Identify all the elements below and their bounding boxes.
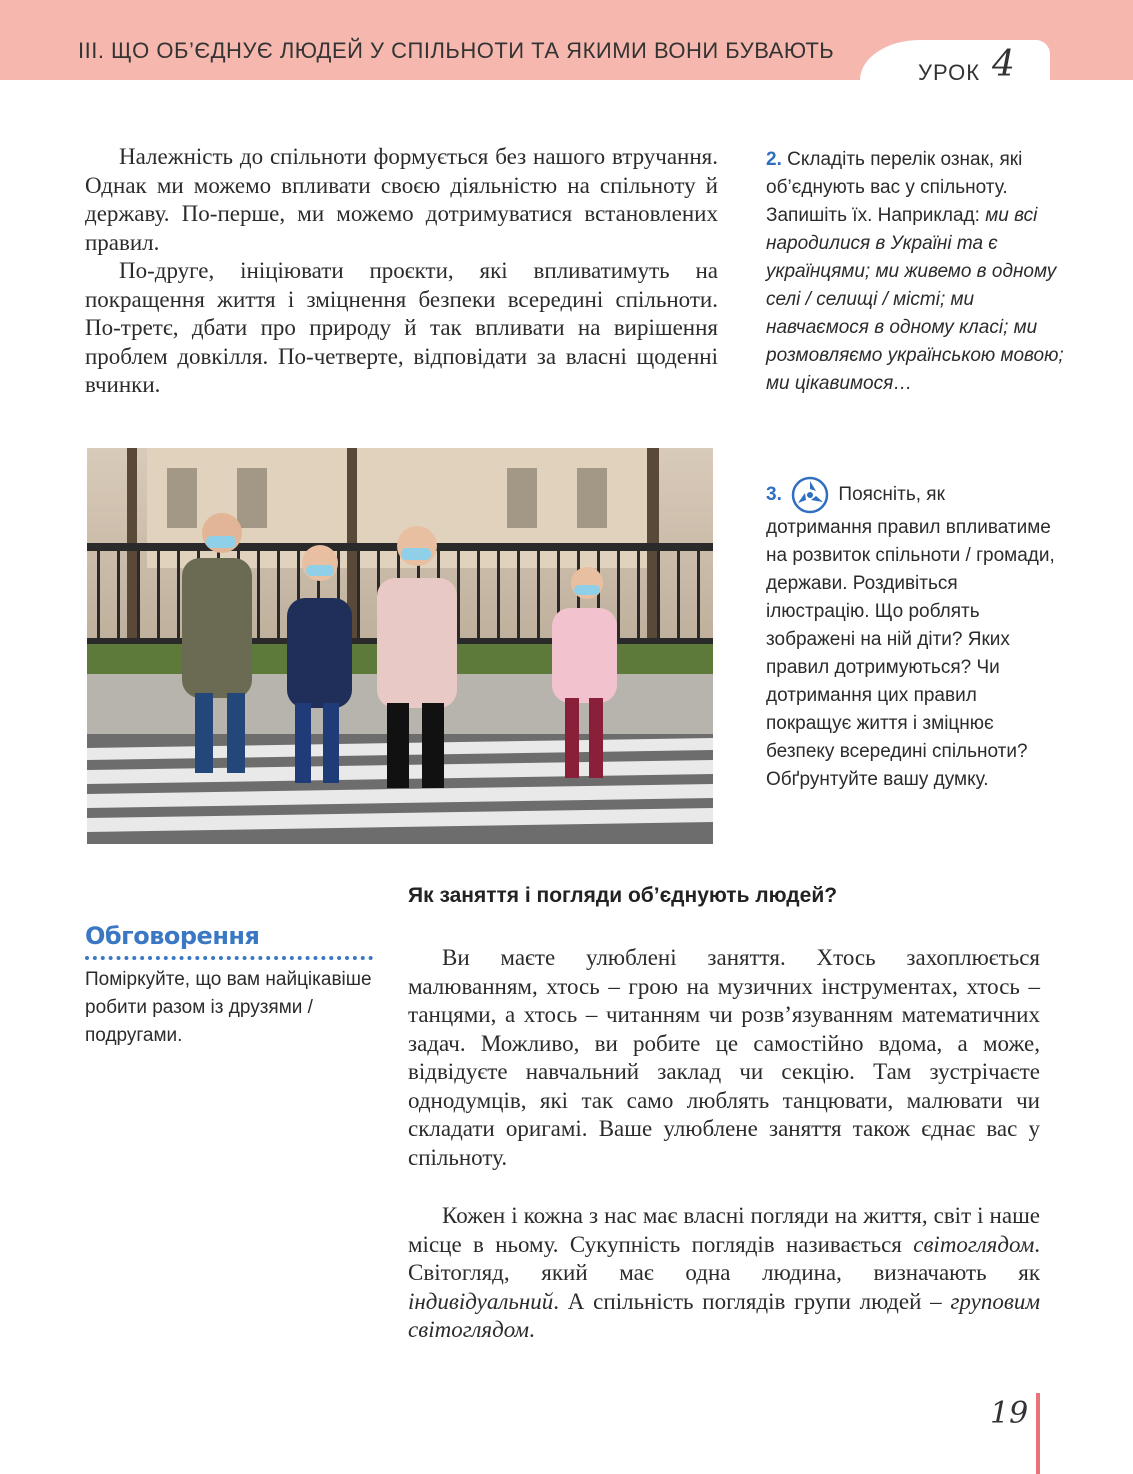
task-2-number: 2. — [766, 149, 782, 170]
thinking-cycle-icon — [789, 476, 831, 514]
discussion-divider — [85, 956, 373, 960]
section-heading: Як заняття і погляди об’єднують людей? — [408, 884, 838, 907]
lesson-label: УРОК — [918, 60, 981, 85]
page-marker-bar — [1036, 1393, 1040, 1474]
discussion-text: Поміркуйте, що вам найцікавіше робити разом із друзями / подругами. — [85, 969, 372, 1046]
task-3-text: Поясніть, як дотримання правил впливатиме на розвиток спільноти / громади, держави. Роздивіться ілюстрацію. Що роблять зображені на ній діти? Яких правил дотримуються? Чи дотримання цих правил покращує життя і зміцнює безпеку всередині спільноти? Обґрунтуйте вашу думку. — [766, 484, 1055, 790]
lesson-number: 4 — [992, 44, 1015, 85]
section-paragraph-1: Ви маєте улюблені заняття. Хтось захоплюється малюванням, хтось – грою на музичних інструментах, хтось – танцями, а хтось – читанням чи розв’язуванням математичних задач. Можливо, ви робите це самостійно вдома, а може, відвідуєте навчальний заклад чи секцію. Там зустрічаєте однодумців, які так само люблять танцювати, малювати чи складати оригамі. Ваше улюблене заняття також єднає вас у спільноту. — [408, 945, 1040, 1170]
task-3 — [766, 476, 1056, 794]
children-crossing-photo — [87, 448, 713, 844]
main-paragraph-2: По-друге, ініціювати проєкти, які впливатимуть на покращення життя і зміцнення безпеки всередині спільноти. По-третє, дбати про природу й так впливати на вирішення проблем довкілля. По-четверте, відповідати за власні щоденні вчинки. — [85, 258, 718, 397]
page-number: 19 — [990, 1396, 1029, 1431]
task-2 — [766, 146, 1066, 398]
task-3-number: 3. — [766, 484, 782, 506]
task-2-text: Складіть перелік ознак, які об’єднують вас у спільноту. Запишіть їх. Наприклад: — [766, 149, 1023, 226]
term-worldview: світоглядом — [913, 1231, 1035, 1257]
main-paragraph-1: Належність до спільноти формується без нашого втручання. Однак ми можемо впливати своєю діяльністю на спільноту й державу. По-перше, ми можемо дотримуватися встановлених правил. — [85, 144, 718, 255]
term-individual: індивідуальний — [408, 1288, 554, 1314]
term-group-worldview: груповим світоглядом — [408, 1288, 1040, 1342]
section-paragraph-2: Кожен і кожна з нас має власні погляди на життя, світ і наше місце в ньому. Сукупність поглядів називається світоглядом. Світогляд, який має одна людина, визначають як індивідуальний. А спільність поглядів групи людей – груповим світоглядом. — [408, 1203, 1041, 1342]
discussion-title: Обговорення — [85, 922, 260, 950]
task-2-example: ми всі народилися в Україні та є українцями; ми живемо в одному селі / селищі / місті; ми навчаємося в одному класі; ми розмовляємо українською мовою; ми цікавимося… — [766, 205, 1064, 394]
chapter-title: ІІІ. ЩО ОБ’ЄДНУЄ ЛЮДЕЙ У СПІЛЬНОТИ ТА ЯКИМИ ВОНИ БУВАЮТЬ — [78, 38, 835, 63]
